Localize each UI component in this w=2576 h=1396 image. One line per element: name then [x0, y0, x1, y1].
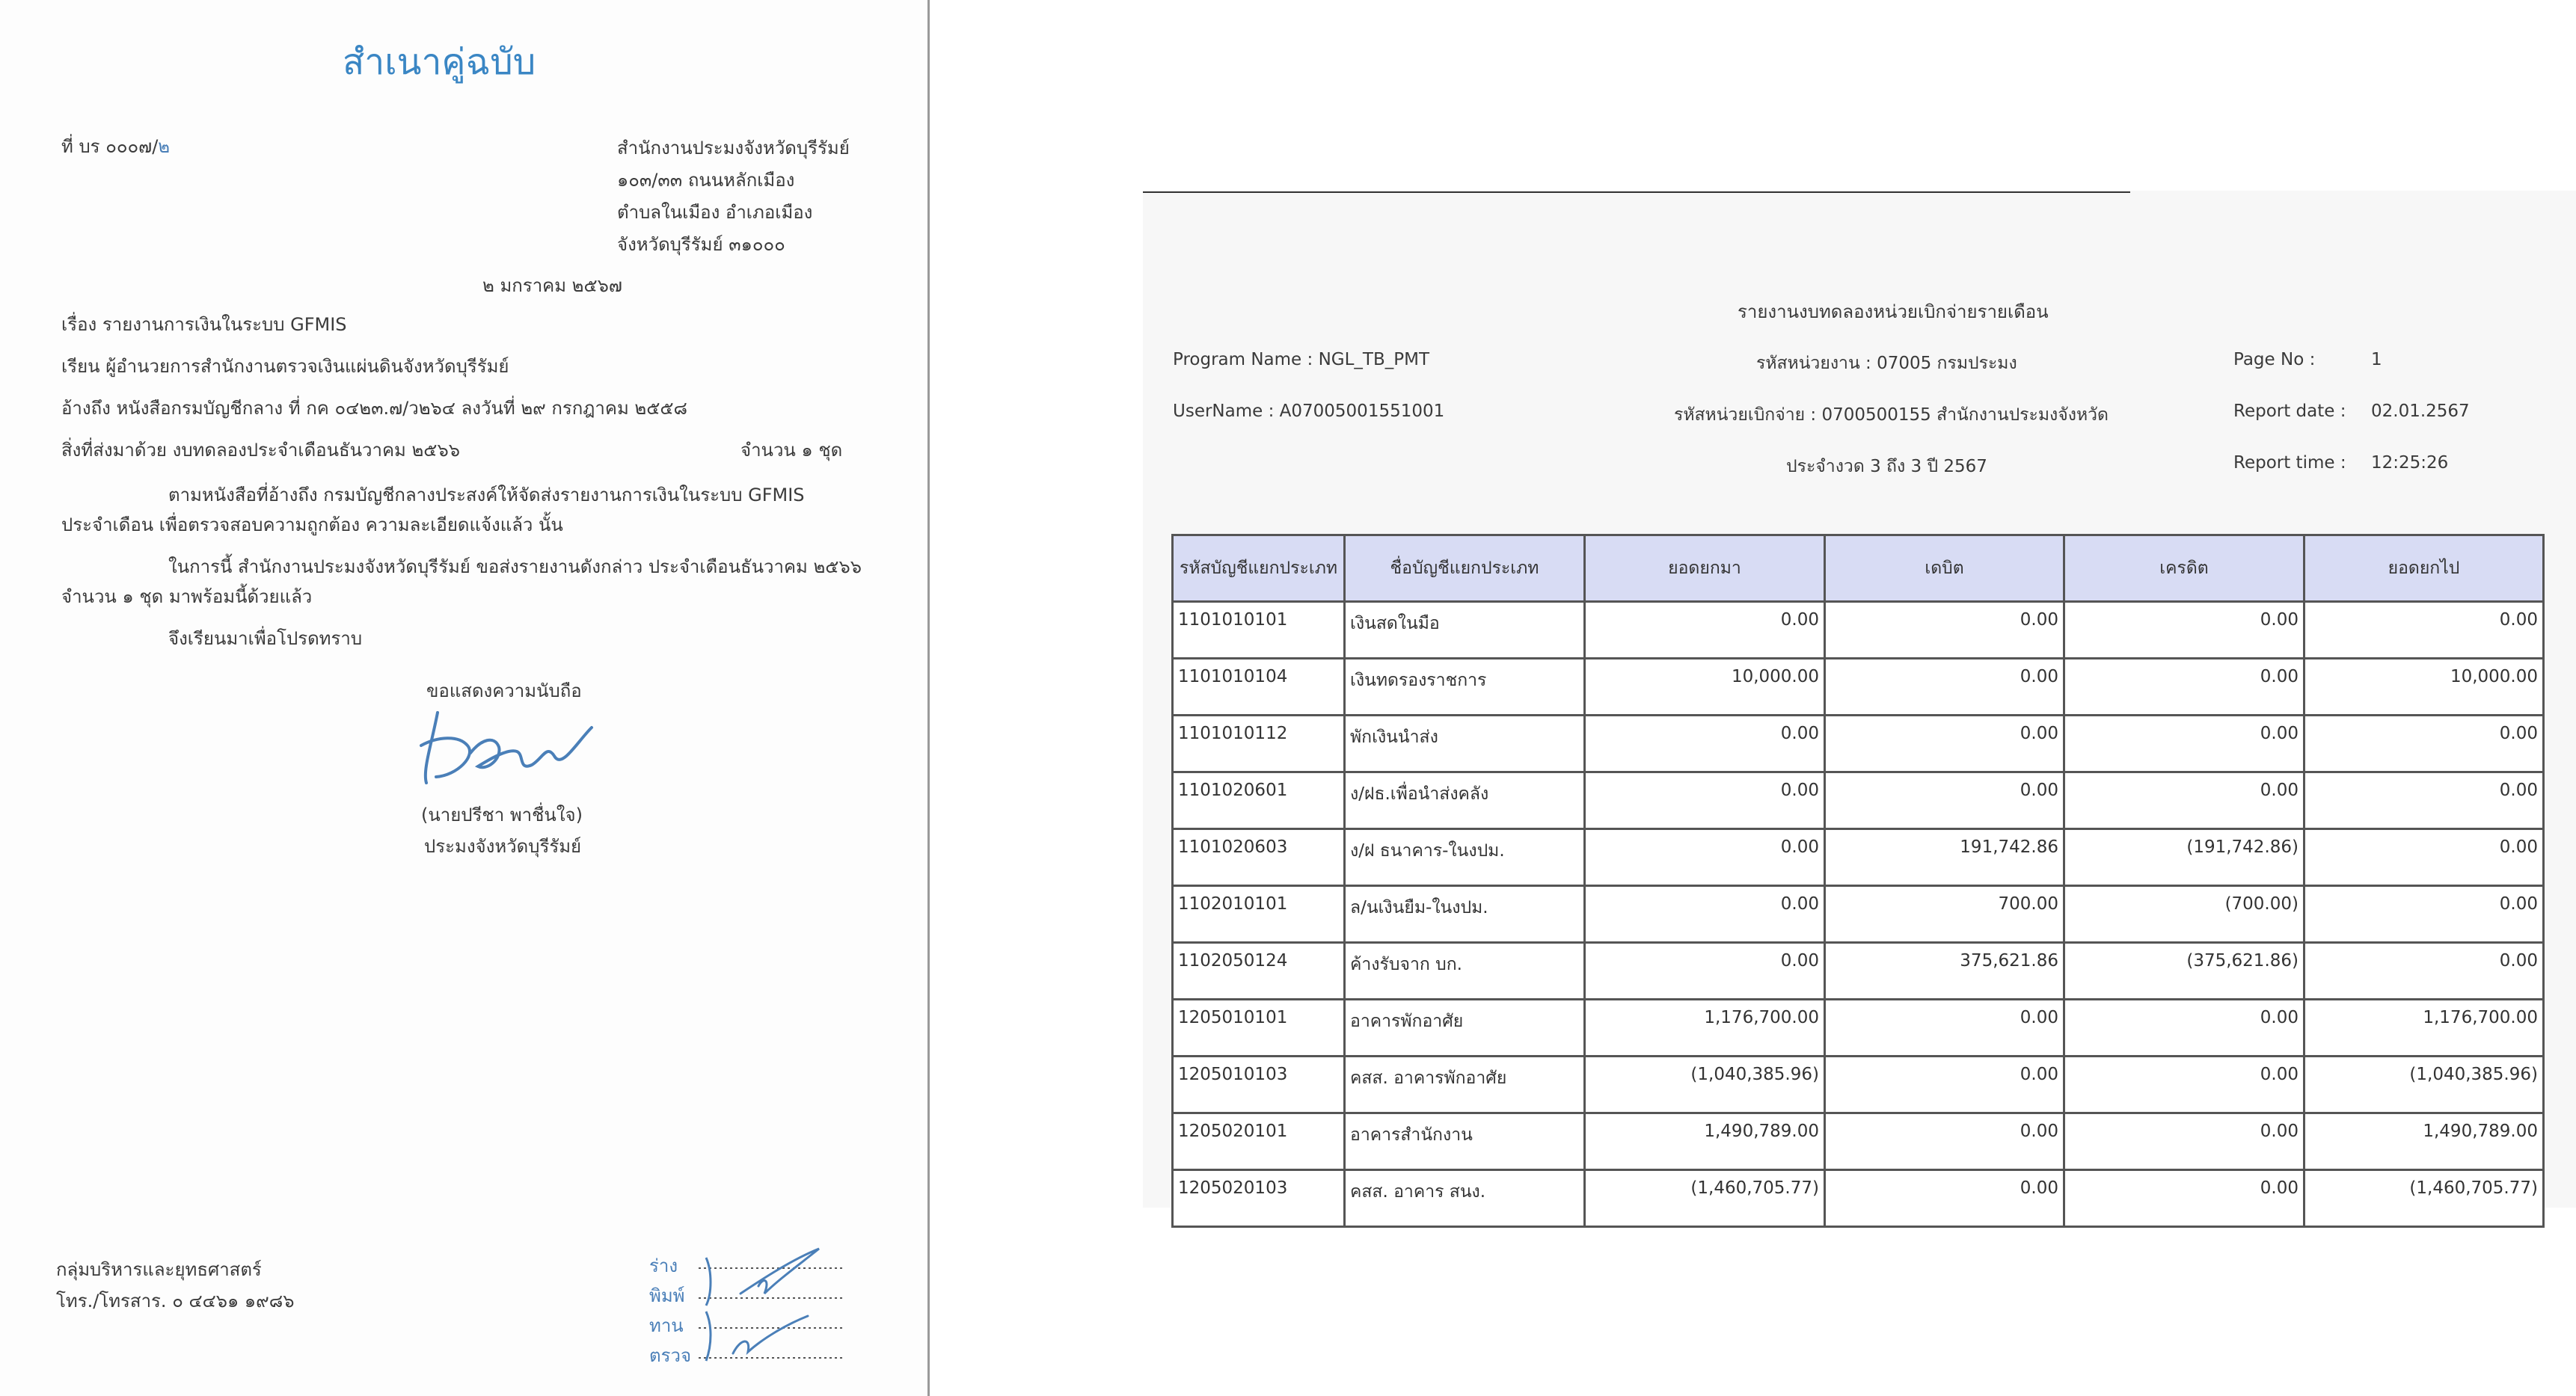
cell-account-code: 1102010101 — [1173, 886, 1345, 943]
table-row — [1173, 1000, 2544, 1057]
body-line-1: ตามหนังสือที่อ้างถึง กรมบัญชีกลางประสงค์ให้จัดส่งรายงานการเงินในระบบ GFMIS — [168, 485, 805, 505]
username: UserName : A07005001551001 — [1173, 402, 1445, 421]
report-top-rule — [1143, 191, 2130, 193]
cell-account-name: ง/ฝธ.เพื่อนำส่งคลัง — [1345, 772, 1585, 829]
col-header-closing-balance: ยอดยกไป — [2304, 535, 2544, 602]
table-row — [1173, 716, 2544, 772]
signer-title: ประมงจังหวัดบุรีรัมย์ — [424, 836, 582, 857]
cell-account-name: อาคารพักอาศัย — [1345, 1000, 1585, 1057]
cell-account-code: 1205020101 — [1173, 1113, 1345, 1170]
cell-debit: 0.00 — [1825, 1057, 2064, 1113]
cell-account-name: เงินสดในมือ — [1345, 602, 1585, 659]
sender-address-line-4: จังหวัดบุรีรัมย์ ๓๑๐๐๐ — [617, 234, 785, 255]
cell-debit: 0.00 — [1825, 1000, 2064, 1057]
ref-number-handwritten: ๒ — [158, 136, 171, 157]
letter-recipient: เรียน ผู้อำนวยการสำนักงานตรวจเงินแผ่นดินจังหวัดบุรีรัมย์ — [61, 356, 509, 377]
cell-opening-balance: 0.00 — [1585, 943, 1825, 1000]
cell-opening-balance: 0.00 — [1585, 772, 1825, 829]
trial-balance-table — [1171, 534, 2545, 1228]
cell-closing-balance: 0.00 — [2304, 716, 2544, 772]
page-no-value: 1 — [2371, 350, 2382, 369]
sender-address-line-2: ๑๐๓/๓๓ ถนนหลักเมือง — [617, 170, 795, 191]
cell-account-name: ง/ฝ ธนาคาร-ในงปม. — [1345, 829, 1585, 886]
letter-enclosure: สิ่งที่ส่งมาด้วย งบทดลองประจำเดือนธันวาคม ๒๕๖๖ — [61, 440, 460, 461]
col-header-account-code: รหัสบัญชีแยกประเภท — [1173, 535, 1345, 602]
initials-label-typed: พิมพ์ — [649, 1285, 685, 1306]
cell-credit: (191,742.86) — [2064, 829, 2304, 886]
table-row — [1173, 1113, 2544, 1170]
cell-closing-balance: 0.00 — [2304, 829, 2544, 886]
page-no-label: Page No : — [2233, 350, 2316, 369]
cell-account-code: 1102050124 — [1173, 943, 1345, 1000]
disbursing-unit: รหัสหน่วยเบิกจ่าย : 0700500155 สำนักงานประมงจังหวัด — [1674, 405, 2109, 425]
cell-opening-balance: (1,460,705.77) — [1585, 1170, 1825, 1227]
col-header-opening-balance: ยอดยกมา — [1585, 535, 1825, 602]
cell-debit: 0.00 — [1825, 1113, 2064, 1170]
cell-debit: 191,742.86 — [1825, 829, 2064, 886]
cell-closing-balance: 0.00 — [2304, 602, 2544, 659]
cell-opening-balance: 10,000.00 — [1585, 659, 1825, 716]
letter-reference: อ้างถึง หนังสือกรมบัญชีกลาง ที่ กค ๐๔๒๓.๗/ว๒๖๔ ลงวันที่ ๒๙ กรกฎาคม ๒๕๕๘ — [61, 398, 688, 419]
table-row — [1173, 886, 2544, 943]
report-time-label: Report time : — [2233, 453, 2346, 473]
memo-page — [0, 0, 927, 1396]
report-time-value: 12:25:26 — [2371, 453, 2449, 473]
cell-credit: 0.00 — [2064, 1113, 2304, 1170]
cell-credit: 0.00 — [2064, 772, 2304, 829]
cell-account-name: ค้างรับจาก บก. — [1345, 943, 1585, 1000]
body-line-3: ในการนี้ สำนักงานประมงจังหวัดบุรีรัมย์ ขอส่งรายงานดังกล่าว ประจำเดือนธันวาคม ๒๕๖๖ — [168, 556, 862, 577]
cell-credit: 0.00 — [2064, 1000, 2304, 1057]
cell-account-code: 1101010104 — [1173, 659, 1345, 716]
letter-date: ๒ มกราคม ๒๕๖๗ — [482, 275, 622, 296]
table-row — [1173, 1057, 2544, 1113]
report-period: ประจำงวด 3 ถึง 3 ปี 2567 — [1786, 457, 1987, 476]
cell-account-code: 1101020603 — [1173, 829, 1345, 886]
table-row — [1173, 943, 2544, 1000]
cell-debit: 0.00 — [1825, 772, 2064, 829]
cell-account-name: ล/นเงินยืม-ในงปม. — [1345, 886, 1585, 943]
cell-closing-balance: 1,490,789.00 — [2304, 1113, 2544, 1170]
report-page — [930, 0, 2576, 1396]
cell-account-code: 1205010103 — [1173, 1057, 1345, 1113]
signature-image — [408, 699, 598, 796]
cell-closing-balance: 0.00 — [2304, 886, 2544, 943]
cell-credit: (700.00) — [2064, 886, 2304, 943]
cell-opening-balance: 0.00 — [1585, 886, 1825, 943]
body-line-4: จำนวน ๑ ชุด มาพร้อมนี้ด้วยแล้ว — [61, 586, 313, 607]
agency-code: รหัสหน่วยงาน : 07005 กรมประมง — [1756, 354, 2017, 373]
sender-address-line-1: สำนักงานประมงจังหวัดบุรีรัมย์ — [617, 138, 850, 159]
col-header-debit: เดบิต — [1825, 535, 2064, 602]
cell-debit: 0.00 — [1825, 1170, 2064, 1227]
cell-debit: 0.00 — [1825, 716, 2064, 772]
initials-label-draft: ร่าง — [649, 1255, 678, 1276]
cell-opening-balance: 0.00 — [1585, 602, 1825, 659]
cell-credit: 0.00 — [2064, 716, 2304, 772]
cell-debit: 0.00 — [1825, 602, 2064, 659]
cell-credit: 0.00 — [2064, 602, 2304, 659]
cell-debit: 375,621.86 — [1825, 943, 2064, 1000]
cell-closing-balance: (1,040,385.96) — [2304, 1057, 2544, 1113]
cell-opening-balance: 1,176,700.00 — [1585, 1000, 1825, 1057]
sender-address-line-3: ตำบลในเมือง อำเภอเมือง — [617, 202, 813, 223]
cell-account-name: เงินทดรองราชการ — [1345, 659, 1585, 716]
table-header-row — [1173, 535, 2544, 602]
cell-closing-balance: 10,000.00 — [2304, 659, 2544, 716]
cell-account-code: 1101010101 — [1173, 602, 1345, 659]
cell-account-name: คสส. อาคารพักอาศัย — [1345, 1057, 1585, 1113]
initials-block — [696, 1241, 845, 1372]
cell-account-code: 1205020103 — [1173, 1170, 1345, 1227]
cell-account-name: พักเงินนำส่ง — [1345, 716, 1585, 772]
cell-opening-balance: 0.00 — [1585, 829, 1825, 886]
closing-phrase: ขอแสดงความนับถือ — [426, 680, 582, 701]
enclosure-quantity: จำนวน ๑ ชุด — [740, 440, 843, 461]
body-line-2: ประจำเดือน เพื่อตรวจสอบความถูกต้อง ความละเอียดแจ้งแล้ว นั้น — [61, 514, 563, 535]
cell-account-code: 1101020601 — [1173, 772, 1345, 829]
cell-debit: 700.00 — [1825, 886, 2064, 943]
cell-credit: 0.00 — [2064, 659, 2304, 716]
cell-opening-balance: (1,040,385.96) — [1585, 1057, 1825, 1113]
cell-closing-balance: (1,460,705.77) — [2304, 1170, 2544, 1227]
cell-account-code: 1101010112 — [1173, 716, 1345, 772]
ref-number: ที่ บร ๐๐๐๗/๒ — [61, 136, 171, 157]
cell-opening-balance: 0.00 — [1585, 716, 1825, 772]
initials-label-review: ทาน — [649, 1315, 684, 1336]
cell-credit: 0.00 — [2064, 1170, 2304, 1227]
cell-closing-balance: 1,176,700.00 — [2304, 1000, 2544, 1057]
cell-closing-balance: 0.00 — [2304, 772, 2544, 829]
copy-stamp-title: สำเนาคู่ฉบับ — [343, 41, 536, 83]
footer-department: กลุ่มบริหารและยุทธศาสตร์ — [56, 1259, 262, 1280]
col-header-credit: เครดิต — [2064, 535, 2304, 602]
initials-label-check: ตรวจ — [649, 1345, 692, 1366]
report-date-label: Report date : — [2233, 402, 2346, 421]
report-title: รายงานงบทดลองหน่วยเบิกจ่ายรายเดือน — [1738, 301, 2049, 322]
report-date-value: 02.01.2567 — [2371, 402, 2470, 421]
cell-credit: 0.00 — [2064, 1057, 2304, 1113]
cell-debit: 0.00 — [1825, 659, 2064, 716]
table-row — [1173, 602, 2544, 659]
table-row — [1173, 659, 2544, 716]
body-line-5: จึงเรียนมาเพื่อโปรดทราบ — [168, 628, 363, 649]
cell-account-code: 1205010101 — [1173, 1000, 1345, 1057]
table-row — [1173, 1170, 2544, 1227]
letter-subject: เรื่อง รายงานการเงินในระบบ GFMIS — [61, 314, 347, 335]
cell-account-name: อาคารสำนักงาน — [1345, 1113, 1585, 1170]
signer-name: (นายปรีชา พาชื่นใจ) — [421, 805, 583, 825]
program-name: Program Name : NGL_TB_PMT — [1173, 350, 1430, 369]
col-header-account-name: ชื่อบัญชีแยกประเภท — [1345, 535, 1585, 602]
cell-closing-balance: 0.00 — [2304, 943, 2544, 1000]
cell-credit: (375,621.86) — [2064, 943, 2304, 1000]
footer-phone: โทร./โทรสาร. ๐ ๔๔๖๑ ๑๙๘๖ — [56, 1291, 295, 1312]
cell-account-name: คสส. อาคาร สนง. — [1345, 1170, 1585, 1227]
table-body — [1173, 602, 2544, 1227]
table-row — [1173, 772, 2544, 829]
cell-opening-balance: 1,490,789.00 — [1585, 1113, 1825, 1170]
table-row — [1173, 829, 2544, 886]
